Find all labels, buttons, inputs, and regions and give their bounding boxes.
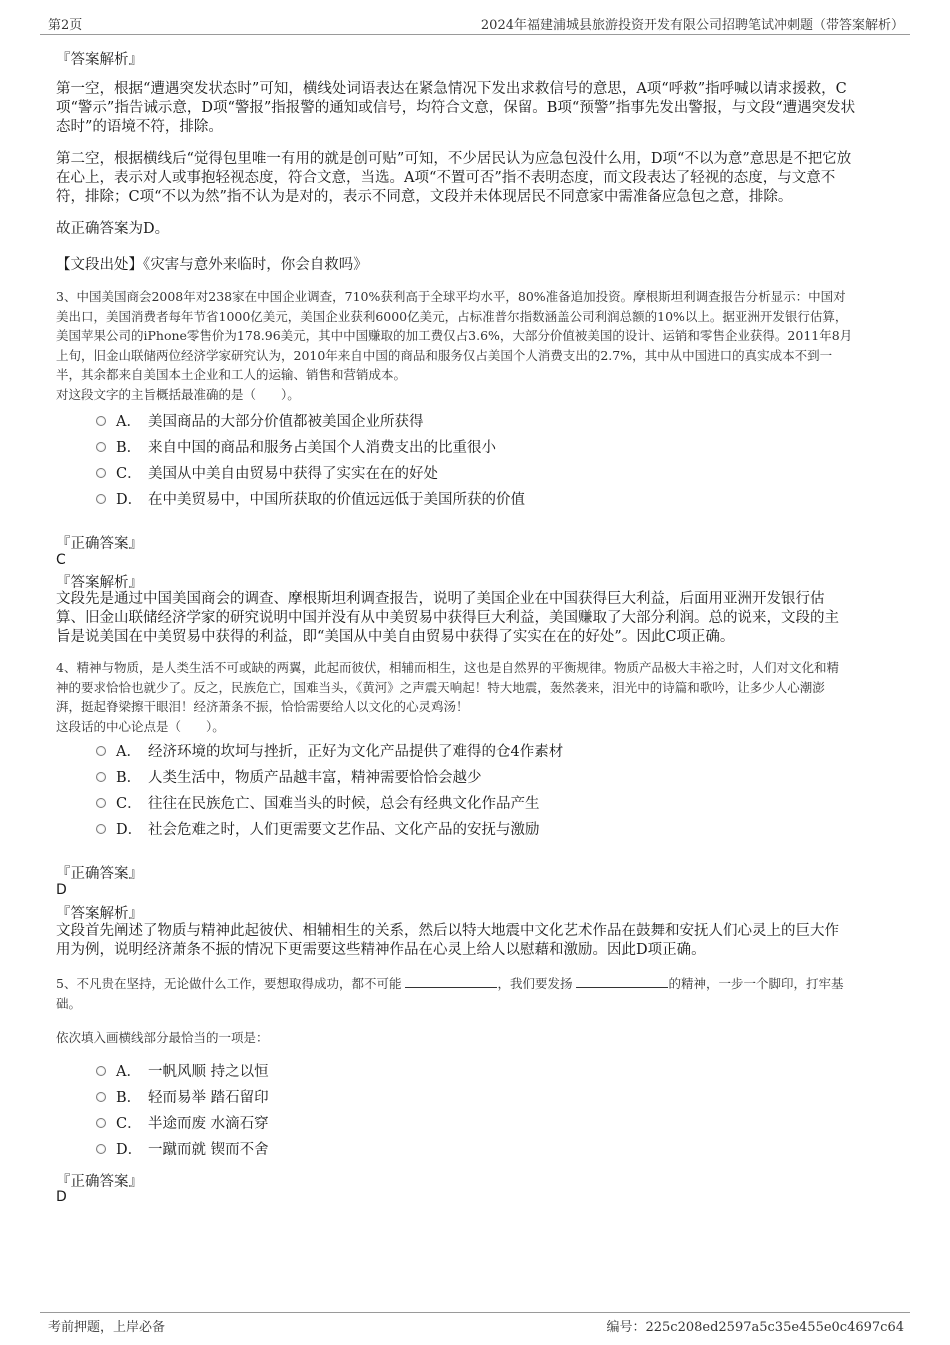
option-text: 半途而废 水滴石穿: [148, 1116, 269, 1132]
text-line: 础。: [56, 995, 82, 1011]
page-header: [40, 14, 910, 35]
option-letter: A．: [116, 414, 141, 430]
option-letter: D．: [116, 1142, 143, 1158]
document-title: 2024年福建浦城县旅游投资开发有限公司招聘笔试冲刺题（带答案解析）: [480, 18, 904, 33]
option-letter: C．: [116, 796, 142, 812]
fill-blank: [405, 975, 497, 988]
q4-correct-answer: D: [56, 882, 67, 898]
radio-icon[interactable]: [96, 416, 106, 426]
q5-option-c[interactable]: [96, 1114, 269, 1134]
document-id: 编号：225c208ed2597a5c35e455e0c4697c64: [606, 1320, 904, 1335]
stem-text: 5、不凡贵在坚持，无论做什么工作，要想取得成功，都不可能: [56, 976, 402, 991]
option-letter: C．: [116, 1116, 142, 1132]
q4-correct-label: 『正确答案』: [56, 866, 143, 882]
radio-icon[interactable]: [96, 1118, 106, 1128]
option-text: 美国从中美自由贸易中获得了实实在在的好处: [148, 466, 438, 482]
stem-text: ，我们要发扬: [497, 976, 573, 991]
q4-option-a[interactable]: [96, 742, 563, 762]
text-line: 美出口，美国消费者每年节省1000亿美元，美国企业获利6000亿美元，占标准普尔指数涵盖公司利润总额的10%以上。据亚洲开发银行估算，: [56, 308, 848, 324]
q4-analysis-label: 『答案解析』: [56, 906, 143, 922]
radio-icon[interactable]: [96, 1144, 106, 1154]
radio-icon[interactable]: [96, 798, 106, 808]
q4-option-b[interactable]: [96, 768, 482, 788]
radio-icon[interactable]: [96, 772, 106, 782]
text-line: 4、精神与物质，是人类生活不可或缺的两翼，此起而彼伏，相辅而相生，这也是自然界的平衡规律。物质产品极大丰裕之时，人们对文化和精: [56, 660, 839, 675]
fill-blank: [576, 975, 668, 988]
radio-icon[interactable]: [96, 1092, 106, 1102]
option-letter: D．: [116, 822, 143, 838]
text-line: 第二空，根据横线后“觉得包里唯一有用的就是创可贴”可知，不少居民认为应急包没什么用，D项“不以为意”意思是不把它放: [56, 151, 852, 167]
option-letter: A．: [116, 1064, 141, 1080]
q3-stem: [56, 287, 852, 404]
text-line: 神的要求恰恰也就少了。反之，民族危亡，国难当头，《黄河》之声震天响起！特大地震，轰然袭来，泪光中的诗篇和歌吟，让多少人心潮澎: [56, 679, 825, 695]
page-footer: [40, 1312, 910, 1335]
q4-option-c[interactable]: [96, 794, 540, 814]
q3-option-c[interactable]: [96, 464, 438, 484]
q5-stem: [56, 974, 843, 1013]
option-text: 一帆风顺 持之以恒: [148, 1064, 269, 1080]
q5-option-d[interactable]: [96, 1140, 269, 1160]
q5-option-b[interactable]: [96, 1088, 269, 1108]
q5-correct-label: 『正确答案』: [56, 1174, 143, 1190]
text-line: 对这段文字的主旨概括最准确的是（ ）。: [56, 386, 300, 402]
text-line: 这段话的中心论点是（ ）。: [56, 718, 225, 734]
text-line: 算、旧金山联储经济学家的研究说明中国并没有从中美贸易中获得巨大利益，美国赚取了大部分利润。总的说来，文段的主: [56, 610, 839, 626]
option-text: 往往在民族危亡、国难当头的时候，总会有经典文化作品产生: [148, 796, 540, 812]
text-line: 文段先是通过中国美国商会的调查、摩根斯坦利调查报告，说明了美国企业在中国获得巨大利益，后面用亚洲开发银行估: [56, 591, 825, 607]
q4-analysis: [56, 922, 839, 960]
text-line: 第一空，根据“遭遇突发状态时”可知，横线处词语表达在紧急情况下发出求救信号的意思，A项“呼救”指呼喊以请求援救，C: [56, 81, 847, 97]
q3-option-d[interactable]: [96, 490, 525, 510]
page-number: 第2页: [48, 18, 83, 33]
q3-correct-label: 『正确答案』: [56, 536, 143, 552]
q4-option-d[interactable]: [96, 820, 540, 840]
q2-analysis-label: 『答案解析』: [56, 52, 143, 68]
q2-analysis-para2: [56, 150, 851, 207]
q5-option-a[interactable]: [96, 1062, 269, 1082]
option-letter: C．: [116, 466, 142, 482]
q3-correct-answer: C: [56, 552, 66, 568]
q2-source: 【文段出处】《灾害与意外来临时，你会自救吗》: [56, 257, 368, 273]
radio-icon[interactable]: [96, 494, 106, 504]
q3-analysis-label: 『答案解析』: [56, 575, 143, 591]
text-line: 3、中国美国商会2008年对238家在中国企业调查，710%获利高于全球平均水平，80%准备追加投资。摩根斯坦利调查报告分析显示：中国对: [56, 289, 846, 304]
q2-analysis-para1: [56, 80, 855, 137]
radio-icon[interactable]: [96, 746, 106, 756]
q3-option-a[interactable]: [96, 412, 424, 432]
text-line: [56, 974, 843, 994]
option-text: 一蹴而就 锲而不舍: [148, 1142, 269, 1158]
radio-icon[interactable]: [96, 1066, 106, 1076]
radio-icon[interactable]: [96, 824, 106, 834]
text-line: 湃，挺起脊梁擦干眼泪！经济萧条不振，恰恰需要给人以文化的心灵鸡汤！: [56, 699, 469, 714]
option-letter: B．: [116, 1090, 142, 1106]
q5-prompt: 依次填入画横线部分最恰当的一项是：: [56, 1030, 269, 1045]
text-line: 半，其余都来自美国本土企业和工人的运输、销售和营销成本。: [56, 367, 407, 382]
footer-slogan: 考前押题，上岸必备: [48, 1320, 166, 1335]
option-text: 在中美贸易中，中国所获取的价值远远低于美国所获的价值: [148, 492, 525, 508]
text-line: 文段首先阐述了物质与精神此起彼伏、相辅相生的关系，然后以特大地震中文化艺术作品在鼓舞和安抚人们心灵上的巨大作: [56, 923, 839, 939]
radio-icon[interactable]: [96, 468, 106, 478]
option-text: 人类生活中，物质产品越丰富，精神需要恰恰会越少: [148, 770, 482, 786]
text-line: 美国苹果公司的iPhone零售价为178.96美元，其中中国赚取的加工费仅占3.6%，大部分价值被美国的设计、运销和零售企业获得。2011年8月: [56, 328, 853, 343]
q5-correct-answer: D: [56, 1189, 67, 1205]
text-line: 项“警示”指告诫示意，D项“警报”指报警的通知或信号，均符合文意，保留。B项“预警”指事先发出警报，与文段“遭遇突发状: [56, 100, 856, 116]
text-line: 旨是说美国在中美贸易中获得的利益，即“美国从中美自由贸易中获得了实实在在的好处”。因此C项正确。: [56, 629, 735, 645]
q3-option-b[interactable]: [96, 438, 496, 458]
option-text: 来自中国的商品和服务占美国个人消费支出的比重很小: [148, 440, 496, 456]
option-letter: B．: [116, 770, 142, 786]
q4-stem: [56, 658, 839, 736]
text-line: 在心上，表示对人或事抱轻视态度，符合文意，当选。A项“不置可否”指不表明态度，而文段表达了轻视的态度，与文意不: [56, 170, 836, 186]
text-line: 符，排除；C项“不以为然”指不认为是对的，表示不同意，文段并未体现居民不同意家中需准备应急包之意，排除。: [56, 189, 793, 205]
stem-text: 的精神，一步一个脚印，打牢基: [668, 976, 844, 991]
radio-icon[interactable]: [96, 442, 106, 452]
text-line: 上旬，旧金山联储两位经济学家研究认为，2010年来自中国的商品和服务仅占美国个人消费支出的2.7%，其中从中国进口的真实成本不到一: [56, 347, 833, 363]
q3-analysis: [56, 590, 839, 647]
option-letter: A．: [116, 744, 141, 760]
option-text: 经济环境的坎坷与挫折，正好为文化产品提供了难得的仓4作素材: [148, 744, 564, 760]
text-line: 用为例，说明经济萧条不振的情况下更需要这些精神作品在心灵上给人以慰藉和激励。因此D项正确。: [56, 942, 706, 958]
option-text: 社会危难之时，人们更需要文艺作品、文化产品的安抚与激励: [148, 822, 540, 838]
option-letter: B．: [116, 440, 142, 456]
text-line: 态时”的语境不符，排除。: [56, 119, 223, 135]
option-text: 轻而易举 踏石留印: [148, 1090, 269, 1106]
option-text: 美国商品的大部分价值都被美国企业所获得: [148, 414, 424, 430]
option-letter: D．: [116, 492, 143, 508]
q2-conclusion: 故正确答案为D。: [56, 221, 170, 237]
